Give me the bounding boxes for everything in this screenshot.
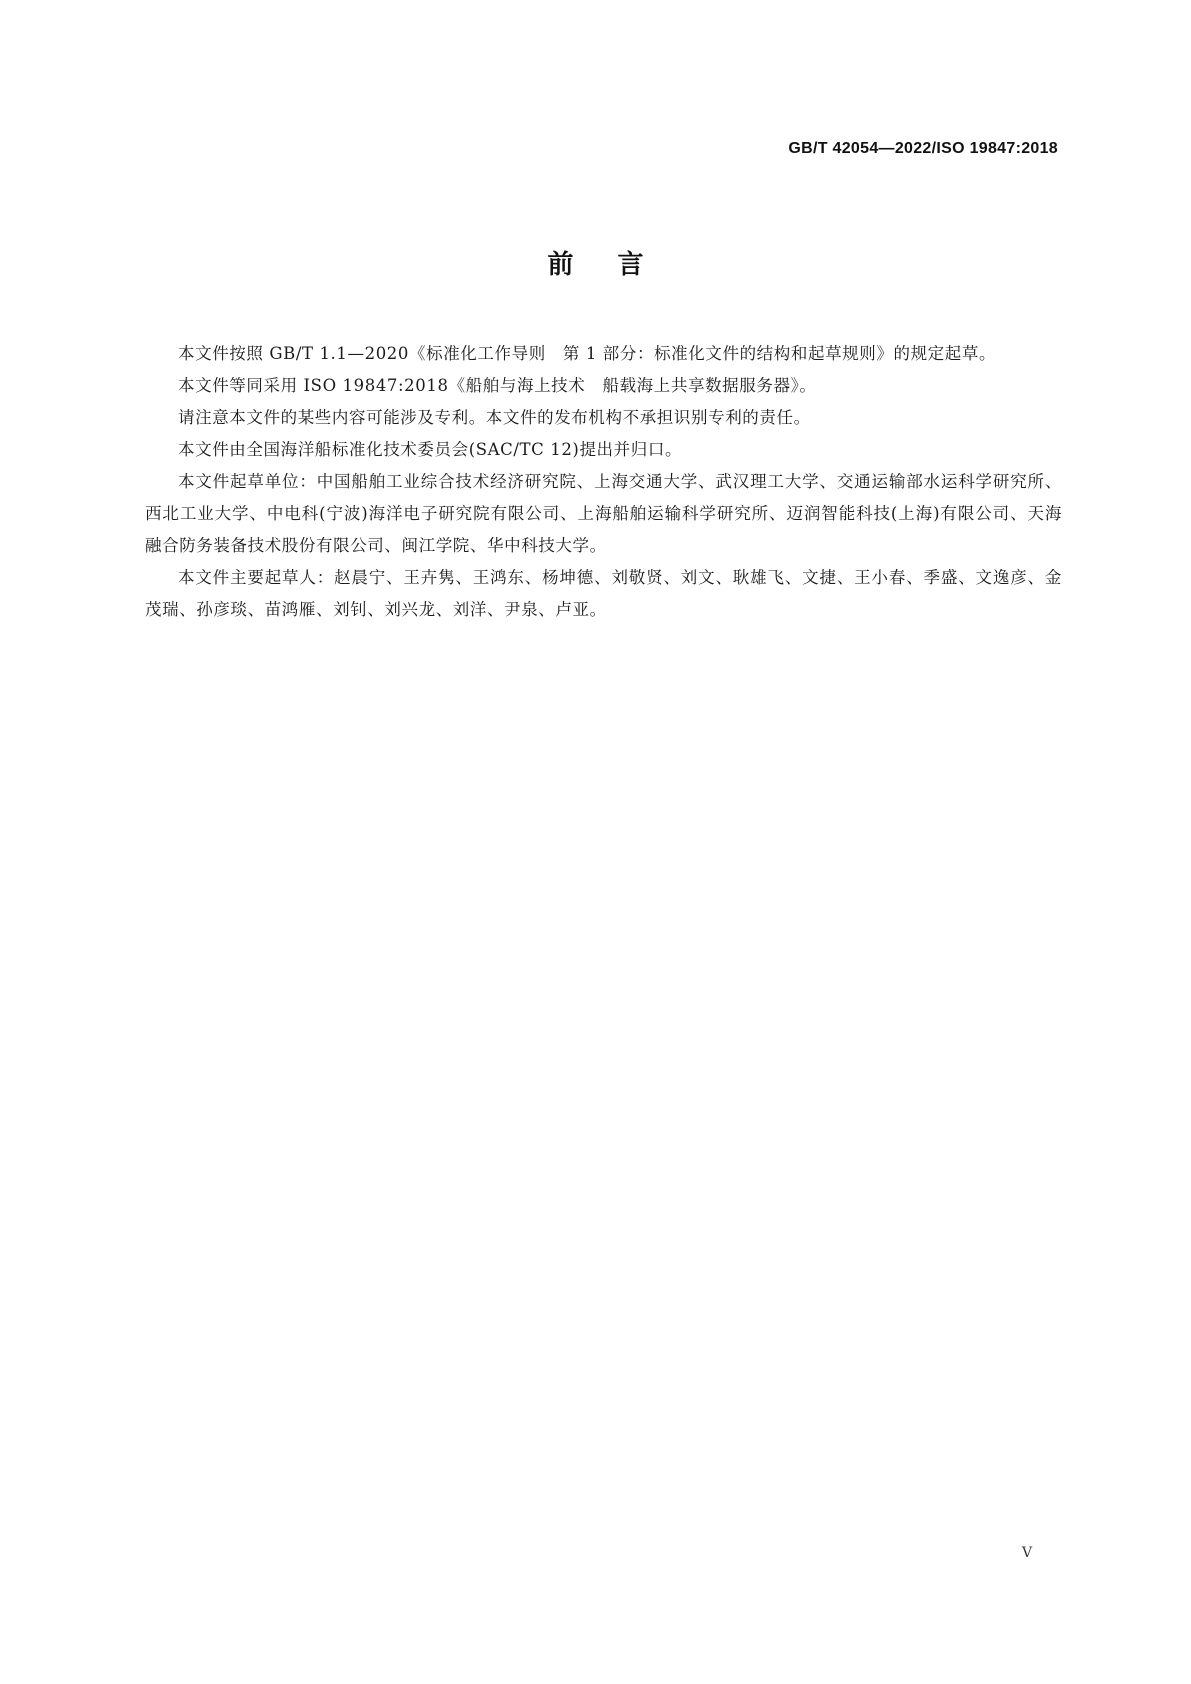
paragraph-drafting-rules: 本文件按照 GB/T 1.1—2020《标准化工作导则 第 1 部分：标准化文件的结构和起草规则》的规定起草。: [178, 344, 997, 363]
foreword-body: [145, 338, 1062, 626]
paragraph-patent-notice: 请注意本文件的某些内容可能涉及专利。本文件的发布机构不承担识别专利的责任。: [178, 408, 811, 427]
paragraph-drafting-organizations: 本文件起草单位：中国船舶工业综合技术经济研究院、上海交通大学、武汉理工大学、交通运输部水运科学研究所、西北工业大学、中电科(宁波)海洋电子研究院有限公司、上海船舶运输科学研究所、迈润智能科技(上海)有限公司、天海融合防务装备技术股份有限公司、闽江学院、华中科技大学。: [145, 472, 1062, 555]
page-number: V: [1022, 1545, 1033, 1561]
standard-code: GB/T 42054—2022/ISO 19847:2018: [788, 140, 1058, 157]
paragraph-proposer: 本文件由全国海洋船标准化技术委员会(SAC/TC 12)提出并归口。: [178, 440, 683, 459]
paragraph-identical-adoption: 本文件等同采用 ISO 19847:2018《船舶与海上技术 船载海上共享数据服务器》。: [178, 376, 817, 395]
paragraph-drafters: 本文件主要起草人：赵晨宁、王卉隽、王鸿东、杨坤德、刘敬贤、刘文、耿雄飞、文捷、王小春、季盛、文逸彦、金茂瑞、孙彦琰、苗鸿雁、刘钊、刘兴龙、刘洋、尹泉、卢亚。: [145, 568, 1062, 619]
page-title: 前言: [547, 250, 688, 280]
